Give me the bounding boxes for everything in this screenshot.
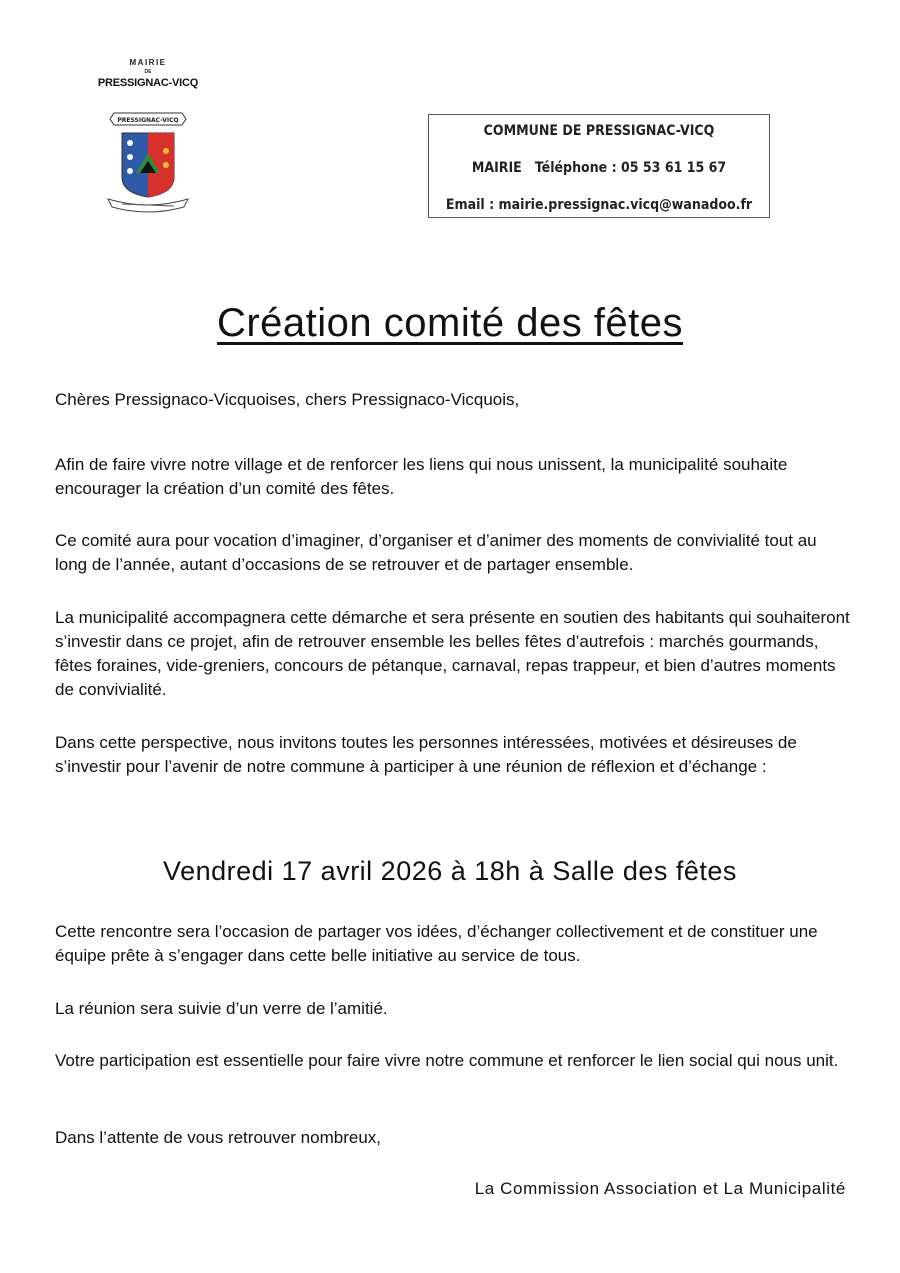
signature: La Commission Association et La Municipalité <box>474 1179 846 1198</box>
paragraph-3: La municipalité accompagnera cette démarche et sera présente en soutien des habitants qui souhaiteront s’investir dans ce projet, afin de retrouver ensemble les belles fêtes d’autrefois : marchés gourmands, fêtes foraines, vide-greniers, concours de pétanque, carnaval, repas trappeur, et bien d’autres moments de convivialité. <box>55 608 850 699</box>
page-title <box>0 301 900 346</box>
paragraph-6: La réunion sera suivie d’un verre de l’amitié. <box>55 999 388 1018</box>
mairie-logo-text <box>88 58 208 89</box>
contact-phone: MAIRIE Téléphone : 05 53 61 15 67 <box>471 160 727 176</box>
paragraph-8: Dans l’attente de vous retrouver nombreux, <box>55 1128 382 1147</box>
logo-line-de: DE <box>144 69 152 75</box>
paragraph-4: Dans cette perspective, nous invitons toutes les personnes intéressées, motivées et désireuses de s’investir pour l’avenir de notre commune à participer à une réunion de réflexion et d’échange : <box>55 733 797 776</box>
greeting: Chères Pressignaco-Vicquoises, chers Pressignaco-Vicquois, <box>55 390 520 409</box>
contact-box <box>428 114 770 218</box>
paragraph-5: Cette rencontre sera l’occasion de partager vos idées, d’échanger collectivement et de constituer une équipe prête à s’engager dans cette belle initiative au service de tous. <box>55 922 818 965</box>
contact-commune: COMMUNE DE PRESSIGNAC-VICQ <box>483 123 715 139</box>
crest-banner-text: PRESSIGNAC-VICQ <box>117 117 179 124</box>
coat-of-arms-icon <box>104 107 192 217</box>
paragraph-7: Votre participation est essentielle pour faire vivre notre commune et renforcer le lien social qui nous unit. <box>55 1051 839 1070</box>
title-text: Création comité des fêtes <box>216 301 684 345</box>
paragraph-1: Afin de faire vivre notre village et de renforcer les liens qui nous unissent, la municipalité souhaite encourager la création d’un comité des fêtes. <box>55 455 788 498</box>
logo-line-mairie: MAIRIE <box>129 58 167 67</box>
paragraph-2: Ce comité aura pour vocation d’imaginer, d’organiser et d’animer des moments de convivialité tout au long de l’année, autant d’occasions de se retrouver et de partager ensemble. <box>55 531 817 574</box>
event-details: Vendredi 17 avril 2026 à 18h à Salle des fêtes <box>163 856 737 886</box>
logo-line-commune: PRESSIGNAC-VICQ <box>97 77 199 89</box>
contact-email: Email : mairie.pressignac.vicq@wanadoo.fr <box>445 197 753 213</box>
